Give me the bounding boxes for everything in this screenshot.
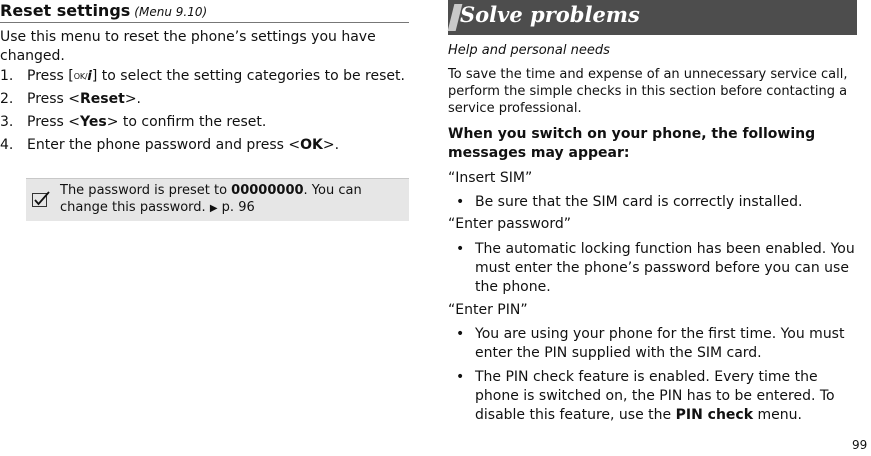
intro-paragraph: Use this menu to reset the phone’s settings you have changed. <box>0 29 376 64</box>
bullet-dot: • <box>456 194 465 210</box>
bullet-text: Be sure that the SIM card is correctly installed. <box>475 194 803 210</box>
default-password: 00000000 <box>231 183 304 198</box>
bullet-text: The automatic locking function has been enabled. You must enter the phone’s password before you can use the phone. <box>475 241 855 295</box>
bullet-item <box>456 368 860 425</box>
step-number: 3. <box>0 114 14 130</box>
bullet-item <box>456 325 860 363</box>
message-enter-pin: “Enter PIN” <box>448 302 528 318</box>
page-number: 99 <box>852 438 868 452</box>
messages-heading: When you switch on your phone, the following messages may appear: <box>448 126 816 161</box>
bullet-item <box>456 193 860 212</box>
step-4 <box>0 136 409 155</box>
bullet-dot: • <box>456 241 465 257</box>
step-text-post: >. <box>322 137 340 153</box>
step-number: 4. <box>0 137 14 153</box>
step-2 <box>0 90 409 109</box>
note-box <box>26 178 409 221</box>
page-reference: p. 96 <box>221 200 255 215</box>
step-text-pre: Enter the phone password and press < <box>27 137 301 153</box>
step-key-name: OK <box>300 137 323 153</box>
section-banner <box>448 0 857 35</box>
steps-list <box>0 67 409 159</box>
heading-divider <box>0 22 409 23</box>
step-key-name: Yes <box>80 114 107 130</box>
note-text-mid: . You can change this password. <box>60 183 362 215</box>
step-text-pre: Press < <box>27 114 81 130</box>
message-enter-password: “Enter password” <box>448 216 571 232</box>
step-text-pre: Press < <box>27 91 81 107</box>
bullet-text: You are using your phone for the first time. You must enter the PIN supplied with the SIM card. <box>475 326 845 361</box>
bullet-item <box>456 240 860 297</box>
step-text-pre: Press [ <box>27 68 74 84</box>
note-text-pre: The password is preset to <box>60 183 232 198</box>
step-3 <box>0 113 409 132</box>
page-ref-arrow-icon: ▶ <box>209 203 218 214</box>
subheading: Help and personal needs <box>448 43 610 58</box>
step-text-post: ] to select the setting categories to be reset. <box>91 68 405 84</box>
bullet-dot: • <box>456 369 465 385</box>
step-text-post: >. <box>124 91 142 107</box>
bullet-dot: • <box>456 326 465 342</box>
menu-reference: (Menu 9.10) <box>134 5 208 19</box>
bullet-text-pre: The PIN check feature is enabled. Every time the phone is switched on, the PIN has to be entered. To disable this feature, use the <box>475 369 835 423</box>
section-heading <box>0 1 207 20</box>
info-key-icon: i <box>87 69 92 84</box>
bullet-text-post: menu. <box>753 407 802 423</box>
checkmark-note-icon <box>32 191 50 207</box>
ok-key-label: OK/ <box>73 72 88 81</box>
message-insert-sim: “Insert SIM” <box>448 170 533 186</box>
intro-text: To save the time and expense of an unnecessary service call, perform the simple checks in this section before contacting a service professional. <box>448 67 848 116</box>
step-number: 1. <box>0 68 14 84</box>
section-heading-text: Reset settings <box>0 1 131 20</box>
step-key-name: Reset <box>80 91 125 107</box>
step-number: 2. <box>0 91 14 107</box>
banner-title: Solve problems <box>460 2 640 27</box>
step-1 <box>0 67 409 86</box>
note-text <box>60 182 405 217</box>
pin-check-menu-name: PIN check <box>675 407 754 423</box>
step-text-post: > to confirm the reset. <box>106 114 267 130</box>
